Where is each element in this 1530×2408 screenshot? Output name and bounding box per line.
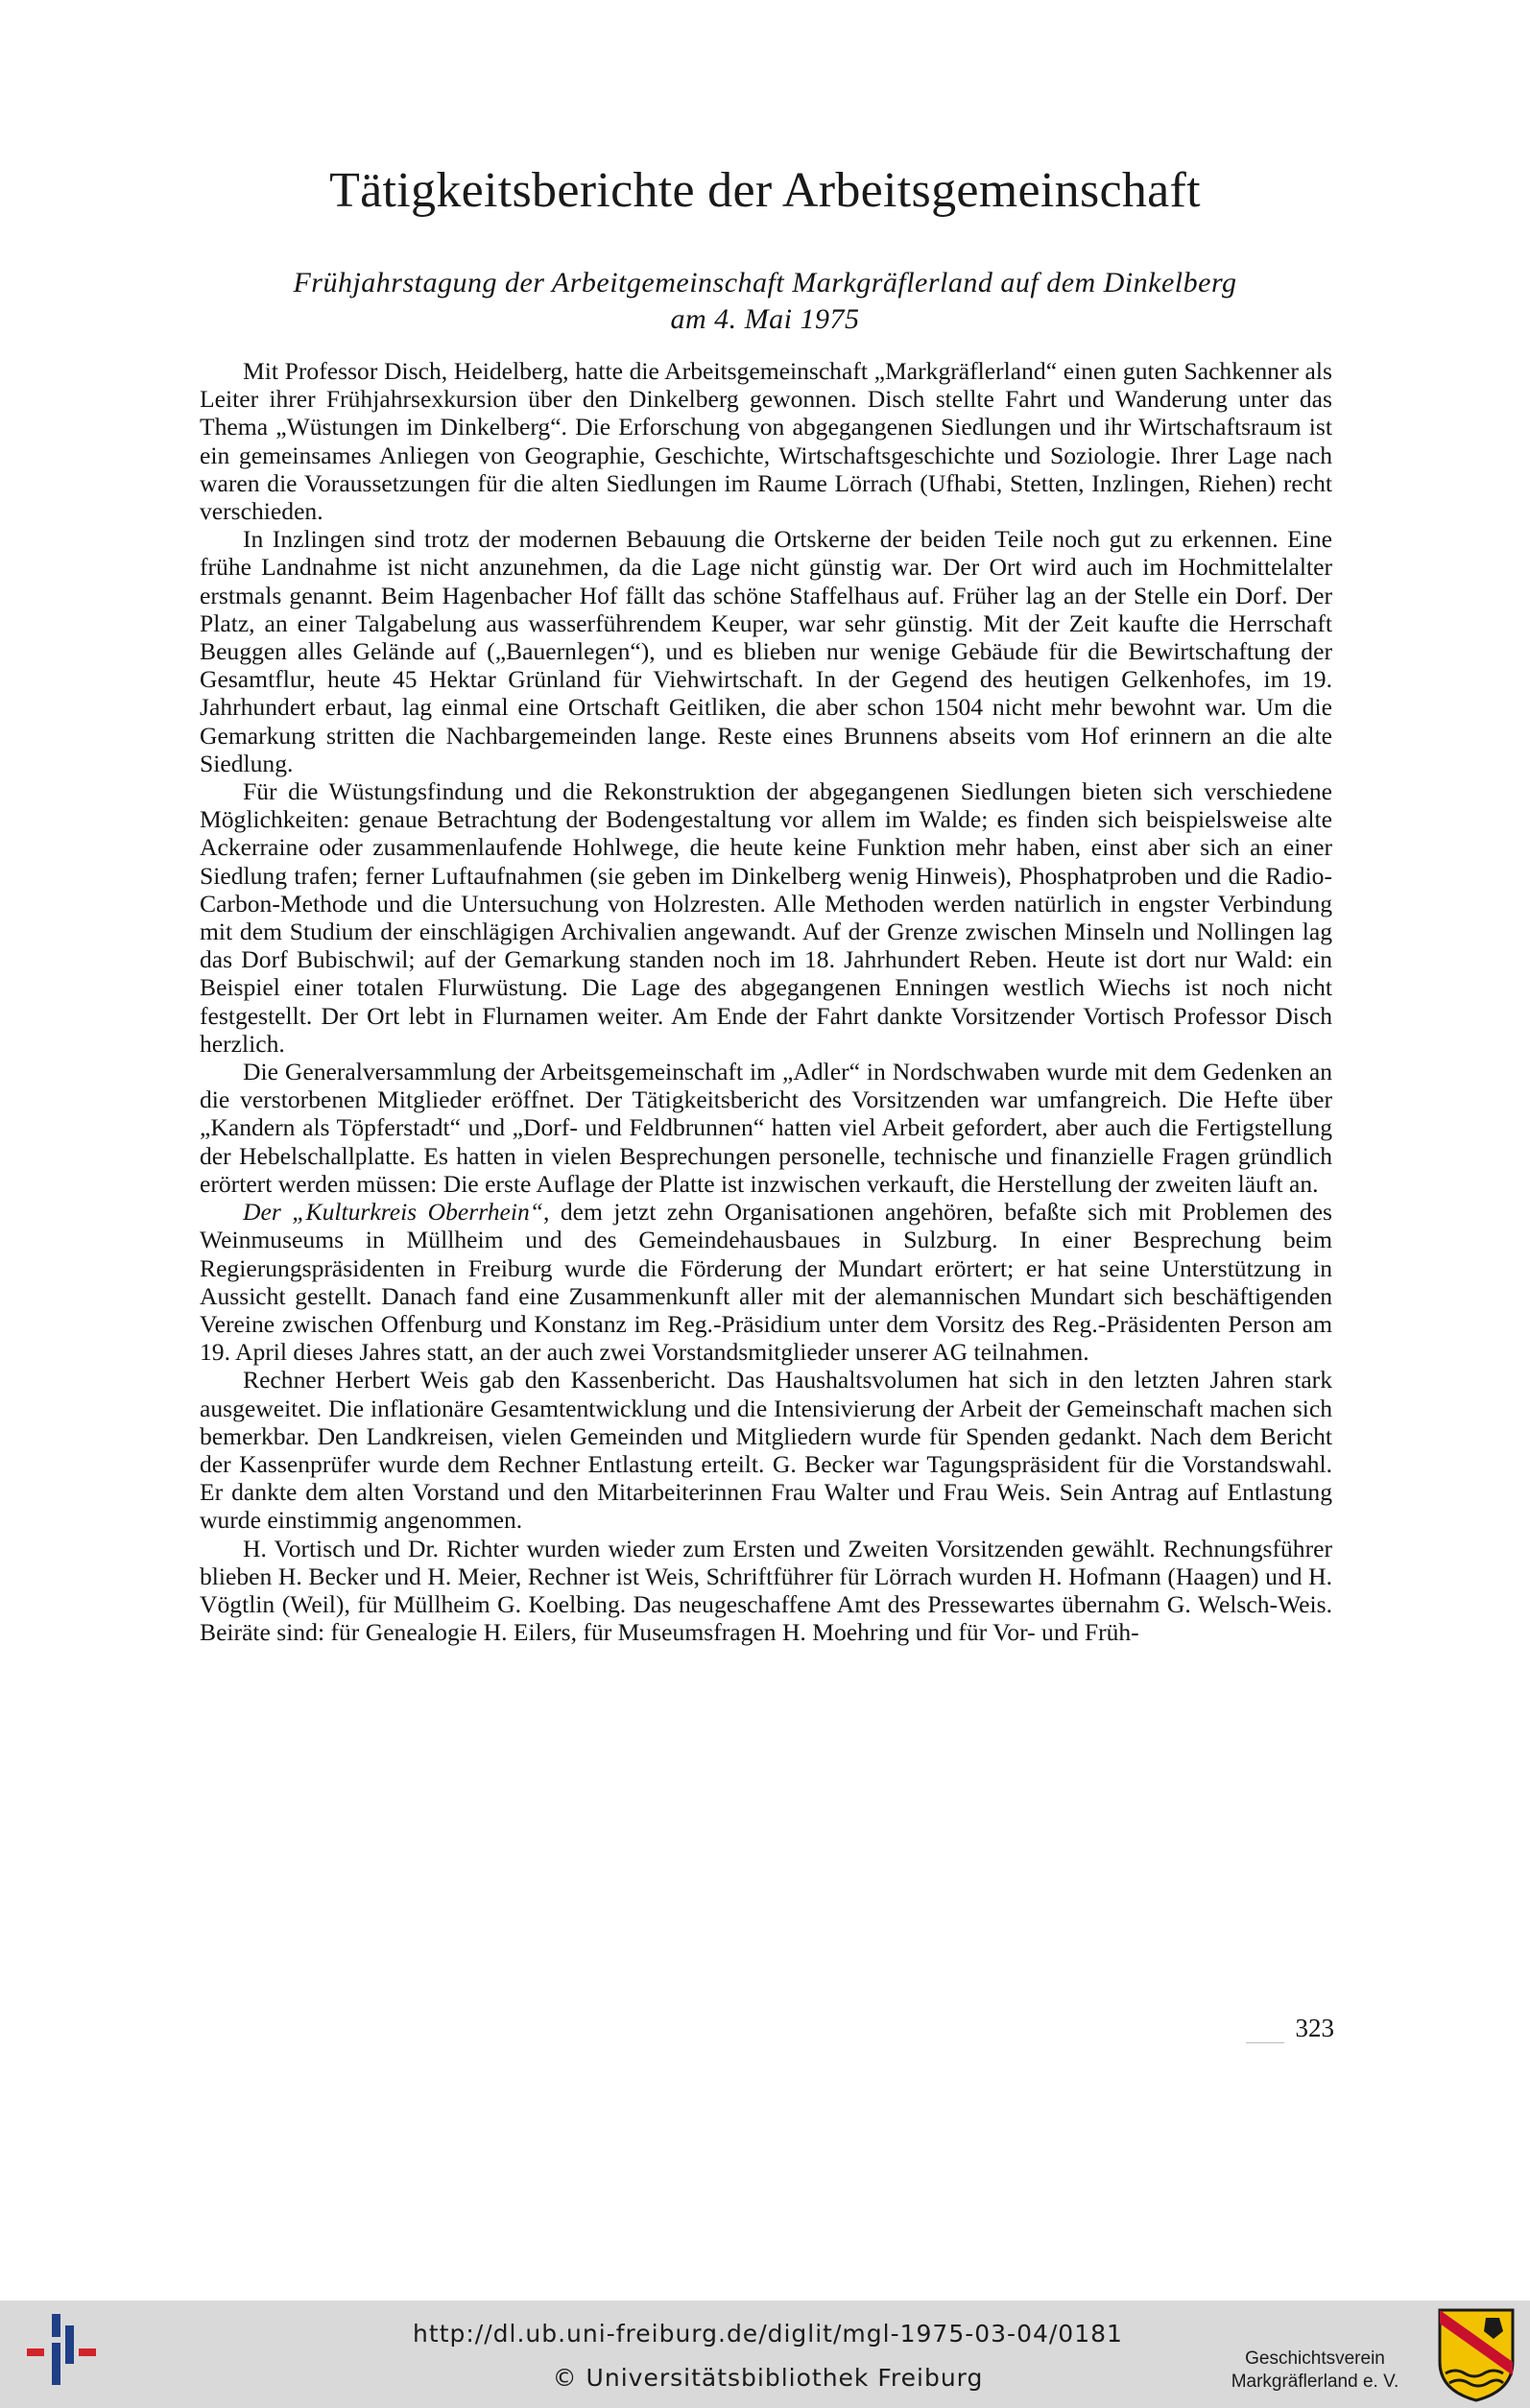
page-number-rule bbox=[1246, 2042, 1284, 2043]
page-number: 323 bbox=[1295, 2014, 1334, 2042]
paragraph: Mit Professor Disch, Heidelberg, hatte die Arbeitsgemeinschaft „Markgräflerland“ einen guten Sachkenner als Leiter ihrer Frühjahrsexkursion über den Dinkelberg gewonnen. Disch stellte Fahrt und Wanderung unter das Thema „Wüstungen im Dinkelberg“. Die Erforschung von abgegangenen Siedlungen und ihr Wirtschaftsraum ist ein gemeinsames Anliegen von Geographie, Geschichte, Wirtschaftsgeschichte und Soziologie. Ihrer Lage nach waren die Voraussetzungen für die alten Siedlungen im Raume Lörrach (Ufhabi, Stetten, Inzlingen, Riehen) recht verschieden. bbox=[200, 357, 1332, 526]
paragraph: In Inzlingen sind trotz der modernen Bebauung die Ortskerne der beiden Teile noch gut zu erkennen. Eine frühe Landnahme ist nicht anzunehmen, da die Lage nicht günstig war. Der Ort wird auch im Hochmittelalter erstmals genannt. Beim Hagenbacher Hof fällt das schöne Staffelhaus auf. Früher lag an der Stelle ein Dorf. Der Platz, an einer Talgabelung aus wasserführendem Keuper, war sehr günstig. Mit der Zeit kaufte die Herrschaft Beuggen alles Gelände auf („Bauernlegen“), und es blieben nur wenige Gebäude für die Bewirtschaftung der Gesamtflur, heute 45 Hektar Grünland für Viehwirtschaft. In der Gegend des heutigen Gelkenhofes, im 19. Jahrhundert erbaut, lag einmal eine Ortschaft Geitliken, die aber schon 1504 nicht mehr bewohnt war. Um die Gemarkung stritten die Nachbargemeinden lange. Reste eines Brunnens abseits vom Hof erinnern an die alte Siedlung. bbox=[200, 525, 1332, 777]
body-text bbox=[200, 357, 1332, 1646]
paragraph: Der „Kulturkreis Oberrhein“, dem jetzt zehn Organisationen angehören, befaßte sich mit Problemen des Weinmuseums in Müllheim und des Gemeindehausbaues in Sulzburg. In einer Besprechung beim Regierungspräsidenten in Freiburg wurde die Förderung der Mundart erörtert; er hat seine Unterstützung in Aussicht gestellt. Danach fand eine Zusammenkunft aller mit der alemannischen Mundart sich beschäftigenden Vereine zwischen Offenburg und Konstanz im Reg.-Präsidium unter dem Vorsitz des Reg.-Präsidenten Person am 19. April dieses Jahres statt, an der auch zwei Vorstandsmitglieder unserer AG teilnahmen. bbox=[200, 1198, 1332, 1367]
page-title: Tätigkeitsberichte der Arbeitsgemeinschaft bbox=[329, 163, 1201, 218]
footer-copyright: © Universitätsbibliothek Freiburg bbox=[552, 2364, 984, 2392]
logo-red-right bbox=[79, 2348, 96, 2356]
paragraph: Für die Wüstungsfindung und die Rekonstruktion der abgegangenen Siedlungen bieten sich verschiedene Möglichkeiten: genaue Betrachtung der Bodengestaltung vor allem im Walde; es finden sich beispielsweise alte Ackerraine oder zusammenlaufende Hohlwege, die heute keine Funktion mehr haben, einst aber sich an einer Siedlung trafen; ferner Luftaufnahmen (sie geben im Dinkelberg wenig Hinweis), Phosphatproben und die Radio-Carbon-Methode und die Untersuchung von Holzresten. Alle Methoden werden natürlich in engster Verbindung mit dem Studium der einschlägigen Archivalien angewandt. Auf der Grenze zwischen Minseln und Nollingen lag das Dorf Bubischwil; auf der Gemarkung standen noch im 18. Jahrhundert Reben. Heute ist dort nur Wald: ein Beispiel einer totalen Flurwüstung. Die Lage des abgegangenen Enningen westlich Wiechs ist noch nicht festgestellt. Der Ort lebt in Flurnamen weiter. Am Ende der Fahrt dankte Vorsitzender Vortisch Professor Disch herzlich. bbox=[200, 777, 1332, 1058]
coat-of-arms-icon bbox=[1436, 2306, 1517, 2402]
society-name bbox=[1200, 2348, 1430, 2394]
logo-bar-mid bbox=[52, 2343, 60, 2385]
subtitle bbox=[144, 265, 1386, 338]
logo-bar-right bbox=[65, 2325, 74, 2364]
footer-url[interactable]: http://dl.ub.uni-freiburg.de/diglit/mgl-1975-03-04/0181 bbox=[413, 2320, 1123, 2348]
paragraph: H. Vortisch und Dr. Richter wurden wieder zum Ersten und Zweiten Vorsitzenden gewählt. Rechnungsführer blieben H. Becker und H. Meier, Rechner ist Weis, Schriftführer für Lörrach wurden H. Hofmann (Haagen) und H. Vögtlin (Weil), für Müllheim G. Koelbing. Das neugeschaffene Amt des Pressewartes übernahm G. Welsch-Weis. Beiräte sind: für Genealogie H. Eilers, für Museumsfragen H. Moehring und für Vor- und Früh- bbox=[200, 1534, 1332, 1647]
logo-red-left bbox=[27, 2348, 44, 2356]
ub-freiburg-logo-icon bbox=[23, 2308, 96, 2391]
logo-bar-left bbox=[52, 2314, 60, 2337]
subtitle-line-2: am 4. Mai 1975 bbox=[670, 303, 860, 335]
society-line-2: Markgräflerland e. V. bbox=[1231, 2372, 1399, 2392]
subtitle-line-1: Frühjahrstagung der Arbeitgemeinschaft Markgräflerland auf dem Dinkelberg bbox=[293, 267, 1237, 298]
paragraph: Rechner Herbert Weis gab den Kassenbericht. Das Haushaltsvolumen hat sich in den letzten Jahren stark ausgeweitet. Die inflationäre Gesamtentwicklung und die Intensivierung der Arbeit der Gemeinschaft machen sich bemerkbar. Den Landkreisen, vielen Gemeinden und Mitgliedern wurde für Spenden gedankt. Nach dem Bericht der Kassenprüfer wurde dem Rechner Entlastung erteilt. G. Becker war Tagungspräsident für die Vorstandswahl. Er dankte dem alten Vorstand und den Mitarbeiterinnen Frau Walter und Frau Weis. Sein Antrag auf Entlastung wurde einstimmig angenommen. bbox=[200, 1366, 1332, 1535]
paragraph: Die Generalversammlung der Arbeitsgemeinschaft im „Adler“ in Nordschwaben wurde mit dem Gedenken an die verstorbenen Mitglieder eröffnet. Der Tätigkeitsbericht des Vorsitzenden war umfangreich. Die Hefte über „Kandern als Töpferstadt“ und „Dorf- und Feldbrunnen“ hatten viel Arbeit gefordert, aber auch die Fertigstellung der Hebelschallplatte. Es hatten in vielen Besprechungen personelle, technische und finanzielle Fragen gründlich erörtert werden müssen: Die erste Auflage der Platte ist inzwischen verkauft, die Herstellung der zweiten läuft an. bbox=[200, 1058, 1332, 1198]
italic-lead: Der „Kulturkreis Oberrhein“ bbox=[243, 1198, 543, 1227]
society-line-1: Geschichtsverein bbox=[1245, 2348, 1385, 2369]
